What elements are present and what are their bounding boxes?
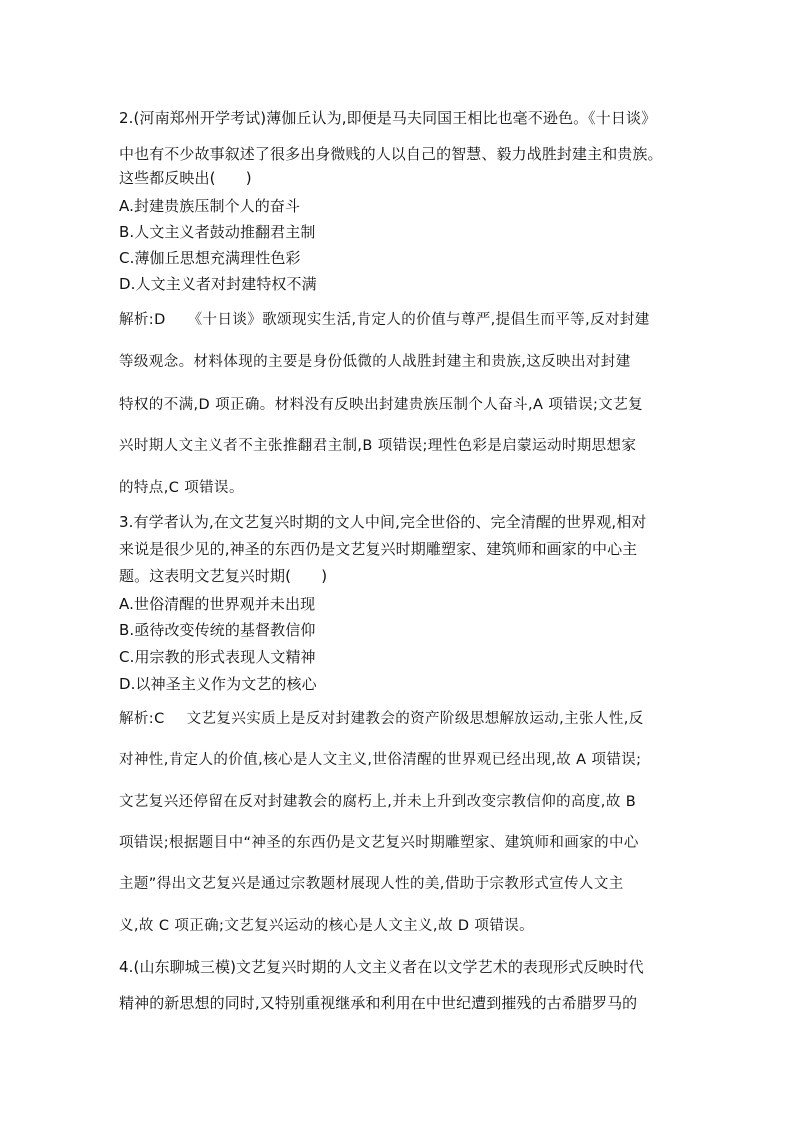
q3-analysis-text-1: 文艺复兴实质上是反对封建教会的资产阶级思想解放运动,主张人性,反 <box>186 711 644 727</box>
q4-stem-line-2: 精神的新思想的同时,又特别重视继承和利用在中世纪遭到摧残的古希腊罗马的 <box>119 994 638 1012</box>
q3-analysis-line-2: 对神性,肯定人的价值,核心是人文主义,世俗清醒的世界观已经出现,故 A 项错误; <box>119 752 642 768</box>
q2-stem-line-2: 中也有不少故事叙述了很多出身微贱的人以自己的智慧、毅力战胜封建主和贵族。 <box>119 145 663 163</box>
q2-analysis-text-1: 《十日谈》歌颂现实生活,肯定人的价值与尊严,提倡生而平等,反对封建 <box>187 312 650 328</box>
q3-analysis-line-5: 主题”得出文艺复兴是通过宗教题材展现人性的美,借助于宗教形式宣传人文主 <box>119 876 624 892</box>
q2-option-a: A.封建贵族压制个人的奋斗 <box>119 197 301 215</box>
q2-option-b: B.人文主义者鼓动推翻君主制 <box>119 223 316 241</box>
q2-option-c: C.薄伽丘思想充满理性色彩 <box>119 249 301 267</box>
q2-analysis-line-4: 兴时期人文主义者不主张推翻君主制,B 项错误;理性色彩是启蒙运动时期思想家 <box>119 438 637 454</box>
q2-stem-line-3: 这些都反映出( ) <box>119 169 252 187</box>
q2-analysis-line-1 <box>119 310 650 330</box>
q2-option-d: D.人文主义者对封建特权不满 <box>119 275 317 293</box>
q2-stem-line-1: 2.(河南郑州开学考试)薄伽丘认为,即便是马夫同国王相比也毫不逊色。《十日谈》 <box>119 109 657 127</box>
q3-option-b: B.亟待改变传统的基督教信仰 <box>119 621 316 639</box>
q3-analysis-line-1 <box>119 709 644 729</box>
q3-answer-label: 解析:C <box>119 711 165 727</box>
q3-analysis-line-3: 文艺复兴还停留在反对封建教会的腐朽上,并未上升到改变宗教信仰的高度,故 B <box>119 794 637 810</box>
q2-analysis-line-2: 等级观念。材料体现的主要是身份低微的人战胜封建主和贵族,这反映出对封建 <box>119 354 631 370</box>
q3-option-c: C.用宗教的形式表现人文精神 <box>119 648 316 666</box>
q3-option-d: D.以神圣主义作为文艺的核心 <box>119 675 317 693</box>
q2-analysis-line-3: 特权的不满,D 项正确。材料没有反映出封建贵族压制个人奋斗,A 项错误;文艺复 <box>119 397 644 413</box>
q3-option-a: A.世俗清醒的世界观并未出现 <box>119 595 316 613</box>
q2-answer-label: 解析:D <box>119 312 166 328</box>
q3-analysis-line-6: 义,故 C 项正确;文艺复兴运动的核心是人文主义,故 D 项错误。 <box>119 918 535 934</box>
q3-stem-line-3: 题。这表明文艺复兴时期( ) <box>119 567 328 585</box>
q3-stem-line-1: 3.有学者认为,在文艺复兴时期的文人中间,完全世俗的、完全清醒的世界观,相对 <box>119 513 647 531</box>
q4-stem-line-1: 4.(山东聊城三模)文艺复兴时期的人文主义者在以文学艺术的表现形式反映时代 <box>119 958 644 976</box>
q2-analysis-line-5: 的特点,C 项错误。 <box>119 480 244 496</box>
q3-analysis-line-4: 项错误;根据题目中“神圣的东西仍是文艺复兴时期雕塑家、建筑师和画家的中心 <box>119 835 639 851</box>
q3-stem-line-2: 来说是很少见的,神圣的东西仍是文艺复兴时期雕塑家、建筑师和画家的中心主 <box>119 540 638 558</box>
